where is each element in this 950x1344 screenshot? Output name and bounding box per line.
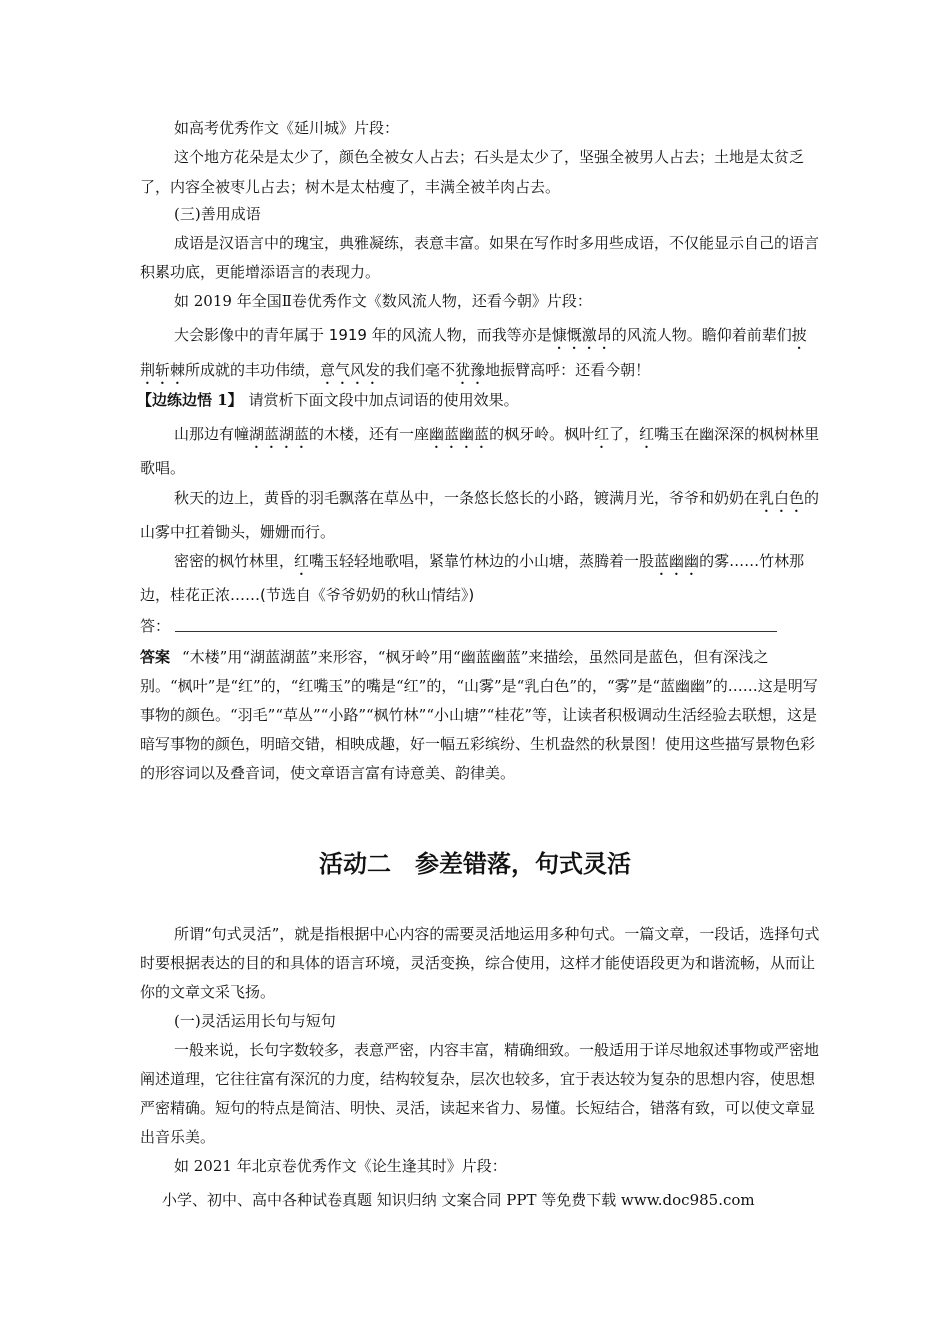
p1-dotted-1: 湖蓝湖蓝 bbox=[249, 425, 310, 443]
p2-text-b: 的山雾中扛着锄头，姗姗而行。 bbox=[140, 489, 820, 541]
answer-paragraph bbox=[140, 643, 820, 788]
section-heading: 活动二 参差错落，句式灵活 bbox=[319, 850, 631, 878]
p2-dotted-1: 乳白色 bbox=[759, 489, 805, 507]
p3-text-c: 的雾……竹林那边，桂花正浓……(节选自《爷爷奶奶的秋山情结》) bbox=[140, 552, 805, 604]
quote2-text-b: 的风流人物。瞻仰着前辈们 bbox=[611, 326, 792, 344]
intro-2021: 如 2021 年北京卷优秀作文《论生逢其时》片段： bbox=[174, 1157, 507, 1175]
p1-dotted-3: 红 bbox=[594, 425, 610, 443]
p3-text-b: 嘴玉轻轻地歌唱，紧靠竹林边的小山塘，蒸腾着一股 bbox=[309, 552, 655, 570]
dotted-idiom-1: 慷慨激昂 bbox=[551, 326, 612, 344]
quote2-text-a: 大会影像中的青年属于 1919 年的风流人物，而我等亦是 bbox=[174, 326, 552, 344]
answer-label: 答案 bbox=[140, 648, 171, 666]
dotted-idiom-4: 犹豫 bbox=[455, 361, 486, 379]
long-short-paragraph: 一般来说，长句字数较多，表意严密，内容丰富，精确细致。一般适用于详尽地叙述事物或严密地阐述道理，它往往富有深沉的力度，结构较复杂，层次也较多，宜于表达较为复杂的思想内容，使思想严密精确。短句的特点是简洁、明快、灵活，读起来省力、易懂。长短结合，错落有致，可以使文章显出音乐美。 bbox=[140, 1041, 820, 1146]
passage-paragraph-2 bbox=[140, 482, 820, 549]
p1-text-e: 嘴玉在幽深深的枫树林里歌唱。 bbox=[140, 425, 820, 477]
answer-prompt: 答： bbox=[140, 617, 171, 635]
p1-dotted-4: 红 bbox=[639, 425, 655, 443]
quote-yanchuan: 这个地方花朵是太少了，颜色全被女人占去；石头是太少了，坚强全被男人占去；土地是太贫乏了，内容全被枣儿占去；树木是太枯瘦了，丰满全被羊肉占去。 bbox=[140, 148, 805, 196]
p2-text-a: 秋天的边上，黄昏的羽毛飘落在草丛中，一条悠长悠长的小路，镀满月光，爷爷和奶奶在 bbox=[174, 489, 760, 507]
p3-dotted-2: 蓝幽幽 bbox=[654, 552, 700, 570]
intro-2019: 如 2019 年全国Ⅱ卷优秀作文《数风流人物，还看今朝》片段： bbox=[174, 292, 592, 310]
flexible-sentence-paragraph: 所谓“句式灵活”，就是指根据中心内容的需要灵活地运用多种句式。一篇文章，一段话，选择句式时要根据表达的目的和具体的语言环境，灵活变换，综合使用，这样才能使语段更为和谐流畅，从而让你的文章文采飞扬。 bbox=[140, 925, 820, 1001]
p3-dotted-1: 红 bbox=[294, 552, 310, 570]
quote-2019 bbox=[140, 318, 820, 388]
idiom-paragraph: 成语是汉语言中的瑰宝，典雅凝练，表意丰富。如果在写作时多用些成语，不仅能显示自己的语言积累功底，更能增添语言的表现力。 bbox=[140, 234, 820, 281]
p3-text-a: 密密的枫竹林里， bbox=[174, 552, 295, 570]
p1-dotted-2: 幽蓝幽蓝 bbox=[429, 425, 490, 443]
exercise-prompt: 请赏析下面文段中加点词语的使用效果。 bbox=[248, 391, 519, 409]
p1-text-d: 了， bbox=[609, 425, 640, 443]
p1-text-a: 山那边有幢 bbox=[174, 425, 250, 443]
intro-gaokao: 如高考优秀作文《延川城》片段： bbox=[174, 119, 400, 137]
p1-text-b: 的木楼，还有一座 bbox=[309, 425, 430, 443]
quote2-text-c: 所成就的丰功伟绩， bbox=[185, 361, 321, 379]
p1-text-c: 的枫牙岭。枫叶 bbox=[489, 425, 595, 443]
quote2-text-e: 地振臂高呼：还看今朝！ bbox=[485, 361, 651, 379]
dotted-idiom-3: 意气风发 bbox=[320, 361, 381, 379]
page-footer: 小学、初中、高中各种试卷真题 知识归纳 文案合同 PPT 等免费下载 www.doc985.com bbox=[162, 1191, 755, 1209]
exercise-label: 【边练边悟 1】 bbox=[137, 391, 243, 409]
answer-text: “木楼”用“湖蓝湖蓝”来形容，“枫牙岭”用“幽蓝幽蓝”来描绘，虽然同是蓝色，但有深浅之别。“枫叶”是“红”的，“红嘴玉”的嘴是“红”的，“山雾”是“乳白色”的，“雾”是“蓝幽幽”的……这是明写事物的颜色。“羽毛”“草丛”“小路”“枫竹林”“小山塘”“桂花”等，让读者积极调动生活经验去联想，这是暗写事物的颜色，明暗交错，相映成趣，好一幅五彩缤纷、生机盎然的秋景图！使用这些描写景物色彩的形容词以及叠音词，使文章语言富有诗意美、韵律美。 bbox=[140, 648, 818, 782]
dotted-idiom-2: 披荆斩棘 bbox=[140, 326, 807, 379]
passage-paragraph-1 bbox=[140, 418, 820, 485]
passage-paragraph-3 bbox=[140, 545, 820, 612]
exercise-line bbox=[137, 386, 817, 415]
answer-blank-line[interactable] bbox=[175, 631, 777, 632]
quote2-text-d: 的我们毫不 bbox=[380, 361, 456, 379]
subheading-idioms: (三)善用成语 bbox=[174, 205, 261, 223]
subheading-long-short: (一)灵活运用长句与短句 bbox=[174, 1012, 336, 1030]
